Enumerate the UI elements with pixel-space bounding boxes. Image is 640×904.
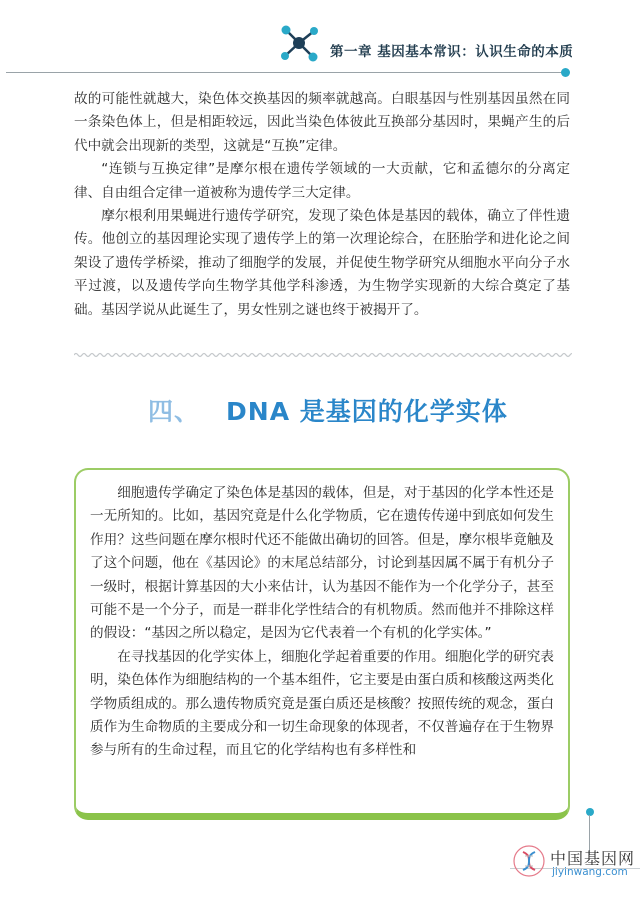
footer-dot xyxy=(586,808,594,816)
chapter-header-title: 第一章 基因基本常识：认识生命的本质 xyxy=(330,44,574,60)
dna-helix-icon xyxy=(512,844,546,878)
logo-name: 中国基因网 xyxy=(550,849,636,868)
paragraph: 摩尔根利用果蝇进行遗传学研究，发现了染色体是基因的载体，确立了伴性遗传。他创立的基因理论实现了遗传学上的第一次理论综合，在胚胎学和进化论之间架设了遗传学桥梁，推动了细胞学的发展，并促使生物学研究从细胞水平向分子水平过渡，以及遗传学向生物学其他学科渗透，为生物学实现新的大综合奠定了基础。基因学说从此诞生了，男女性别之谜也终于被揭开了。 xyxy=(74,208,570,318)
paragraph: 故的可能性就越大，染色体交换基因的频率就越高。白眼基因与性别基因虽然在同一条染色体上，但是相距较远，因此当染色体彼此互换部分基因时，果蝇产生的后代中就会出现新的类型，这就是“互换”定律。 xyxy=(74,91,570,154)
header-rule xyxy=(6,72,566,73)
paragraph: 在寻找基因的化学实体上，细胞化学起着重要的作用。细胞化学的研究表明，染色体作为细胞结构的一个基本组件，它主要是由蛋白质和核酸这两类化学物质组成的。那么遗传物质究竟是蛋白质还是核酸？按照传统的观念，蛋白质作为生命物质的主要成分和一切生命现象的体现者，不仅普遍存在于生物界参与所有的生命过程，而且它的化学结构也有多样性和 xyxy=(90,648,554,759)
header-rule-dot xyxy=(561,68,570,77)
paragraph: “连锁与互换定律”是摩尔根在遗传学领域的一大贡献，它和孟德尔的分离定律、自由组合定律一道被称为遗传学三大定律。 xyxy=(74,161,570,201)
wavy-divider xyxy=(74,350,572,360)
box-text xyxy=(90,482,554,763)
paragraph: 细胞遗传学确定了染色体是基因的载体，但是，对于基因的化学本性还是一无所知的。比如，基因究竟是什么化学物质，它在遗传传递中到底如何发生作用？这些问题在摩尔根时代还不能做出确切的回答。但是，摩尔根毕竟触及了这个问题，他在《基因论》的末尾总结部分，讨论到基因属不属于有机分子一级时，根据计算基因的大小来估计，认为基因不能作为一个化学分子，甚至可能不是一个分子，而是一群非化学性结合的有机物质。然而他并不排除这样的假设：“基因之所以稳定，是因为它代表着一个有机的化学实体。” xyxy=(90,485,554,642)
section-heading xyxy=(148,392,568,428)
molecule-icon xyxy=(276,20,322,66)
body-text xyxy=(74,88,570,322)
site-logo[interactable] xyxy=(512,842,636,882)
content-box xyxy=(74,468,570,820)
section-number: 四、 xyxy=(148,397,201,426)
logo-url[interactable]: jiyinwang.com xyxy=(552,866,628,878)
section-title: DNA 是基因的化学实体 xyxy=(226,397,508,426)
